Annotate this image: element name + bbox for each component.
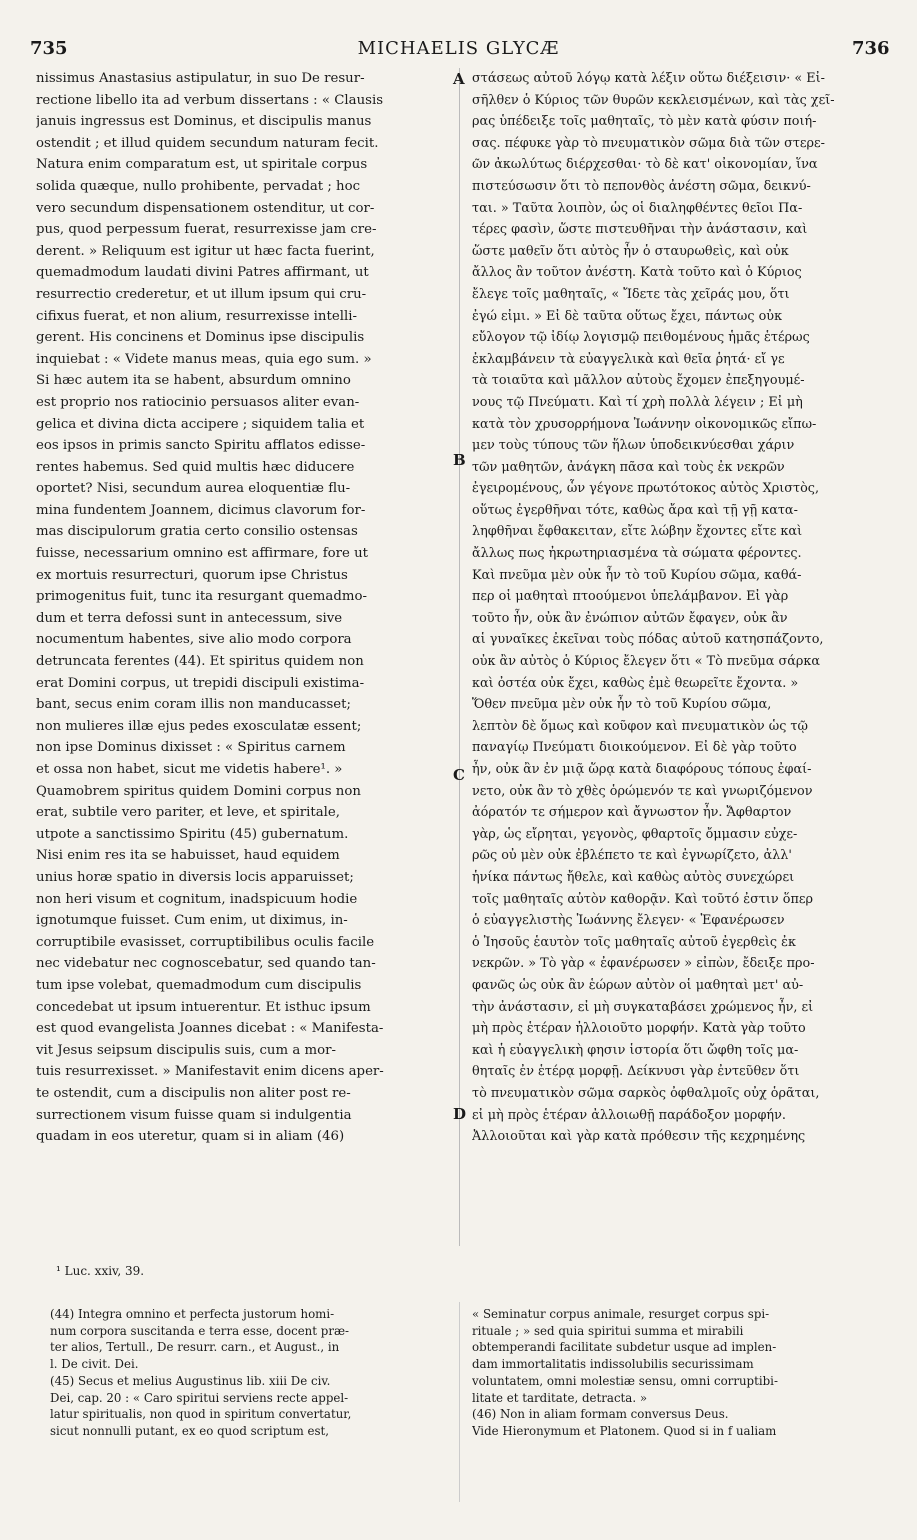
text-line: ἐγώ εἰμι. » Εἰ δὲ ταῦτα οὕτως ἔχει, πάντως οὐκ: [472, 308, 783, 324]
text-line: erat, subtile vero pariter, et leve, et spiritale,: [36, 805, 341, 821]
text-line: παναγίῳ Πνεύματι διοικούμενον. Εἰ δὲ γὰρ τοῦτο: [472, 740, 797, 756]
text-line: oportet? Nisi, secundum aurea eloquentiæ flu-: [36, 481, 351, 497]
text-line: surrectionem visum fuisse quam si indulgentia: [36, 1107, 352, 1123]
text-line: καὶ ἡ εὐαγγελικὴ φησιν ἱστορία ὅτι ὤφθη τοῖς μα-: [472, 1042, 799, 1058]
text-line: januis ingressus est Dominus, et discipulis manus: [36, 114, 372, 130]
text-line: πιστεύσωσιν ὅτι τὸ πεπονθὸς ἀνέστη σῶμα, δεικνύ-: [472, 178, 811, 194]
text-line: bant, secus enim coram illis non manducasset;: [36, 697, 351, 713]
text-line: quemadmodum laudati divini Patres affirmant, ut: [36, 265, 369, 281]
text-line: θηταῖς ἐν ἑτέρᾳ μορφῇ. Δείκνυσι γὰρ ἐντεῦθεν ὅτι: [472, 1064, 800, 1080]
text-line: nissimus Anastasius astipulatur, in suo De resur-: [36, 71, 365, 86]
text-line: φανῶς ὡς οὐκ ἂν ἑώρων αὐτὸν οἱ μαθηταὶ μετ' αὐ-: [472, 977, 804, 993]
text-line: obtemperandi facilitate subdetur usque ad implen-: [472, 1340, 777, 1355]
text-line: et ossa non habet, sicut me videtis habere¹. »: [36, 762, 343, 777]
margin-marker-a: A: [453, 70, 465, 88]
text-line: Natura enim comparatum est, ut spiritale corpus: [36, 157, 368, 173]
text-line: litate et tarditate, detracta. »: [472, 1390, 648, 1405]
text-line: εἰ μὴ πρὸς ἑτέραν ἀλλοιωθῇ παράδοξον μορφήν.: [472, 1107, 786, 1123]
text-line: ῶν ἀκωλύτως διέρχεσθαι· τὸ δὲ κατ' οἰκονομίαν, ἵνα: [472, 157, 818, 173]
notes-divider: [459, 1302, 460, 1502]
text-line: voluntatem, omni molestiæ sensu, omni corruptibi-: [472, 1373, 778, 1388]
text-line: ρῶς οὐ μὲν οὐκ ἐβλέπετο τε καὶ ἐγνωρίζετο, ἀλλ': [472, 848, 792, 864]
page-header: [0, 38, 917, 62]
text-line: ἄλλος ἂν τοῦτον ἀνέστη. Κατὰ τοῦτο καὶ ὁ Κύριος: [472, 265, 802, 281]
text-line: τοῦτο ἦν, οὐκ ἂν ἐνώπιον αὐτῶν ἔφαγεν, οὐκ ἂν: [472, 610, 788, 626]
text-line: fuisse, necessarium omnino est affirmare, fore ut: [36, 546, 369, 562]
text-line: Si hæc autem ita se habent, absurdum omnino: [36, 373, 351, 389]
right-page-number: 736: [852, 38, 890, 59]
text-line: utpote a sanctissimo Spiritu (45) gubernatum.: [36, 826, 349, 842]
text-line: pus, quod perpessum fuerat, resurrexisse jam cre-: [36, 222, 377, 238]
text-line: τῶν μαθητῶν, ἀνάγκη πᾶσα καὶ τοὺς ἐκ νεκρῶν: [472, 459, 785, 475]
column-divider: [459, 68, 460, 1246]
text-line: ex mortuis resurrecturi, quorum ipse Christus: [36, 567, 348, 583]
text-line: est quod evangelista Joannes dicebat : « Manifesta-: [36, 1021, 384, 1037]
text-line: σῆλθεν ὁ Κύριος τῶν θυρῶν κεκλεισμένων, καὶ τὰς χεῖ-: [472, 92, 835, 108]
text-line: non ipse Dominus dixisset : « Spiritus carnem: [36, 740, 346, 756]
text-line: non mulieres illæ ejus pedes exosculatæ essent;: [36, 718, 362, 734]
text-line: unius horæ spatio in diversis locis apparuisset;: [36, 869, 354, 885]
text-line: μεν τοὺς τύπους τῶν ἥλων ὑποδεικνύεσθαι χάριν: [472, 438, 795, 454]
text-line: οὕτως ἐγερθῆναι τότε, καθὼς ἄρα καὶ τῇ γῇ κατα-: [472, 502, 798, 518]
text-line: rituale ; » sed quia spiritui summa et mirabili: [472, 1323, 744, 1338]
text-line: ter alios, Tertull., De resurr. carn., et August., in: [50, 1340, 340, 1355]
margin-marker-d: D: [453, 1105, 467, 1123]
text-line: οὐκ ἂν αὐτὸς ὁ Κύριος ἔλεγεν ὅτι « Τὸ πνεῦμα σάρκα: [472, 654, 821, 670]
text-line: ὁ Ἰησοῦς ἑαυτὸν τοῖς μαθηταῖς αὐτοῦ ἐγερθεὶς ἐκ: [472, 934, 796, 950]
text-line: dum et terra defossi sunt in antecessum, sive: [36, 610, 343, 626]
text-line: ρας ὑπέδειξε τοῖς μαθηταῖς, τὸ μὲν κατὰ φύσιν ποιή-: [472, 114, 817, 130]
text-line: τὸ πνευματικὸν σῶμα σαρκὸς ὀφθαλμοῖς οὐχ ὁρᾶται,: [472, 1085, 820, 1101]
text-line: ται. » Ταῦτα λοιπὸν, ὡς οἱ διαληφθέντες θεῖοι Πα-: [472, 200, 803, 216]
text-line: corruptibile evasisset, corruptibilibus oculis facile: [36, 934, 375, 950]
text-line: (46) Non in aliam formam conversus Deus.: [472, 1407, 729, 1422]
text-line: Dei, cap. 20 : « Caro spiritui serviens recte appel-: [50, 1390, 349, 1405]
greek-column: [472, 68, 882, 1148]
text-line: νεκρῶν. » Τὸ γὰρ « ἐφανέρωσεν » εἰπὼν, ἔδειξε προ-: [472, 956, 815, 972]
text-line: στάσεως αὐτοῦ λόγῳ κατὰ λέξιν οὕτω διέξεισιν· « Εἰ-: [472, 71, 825, 86]
text-line: καὶ ὀστέα οὐκ ἔχει, καθὼς ἐμὲ θεωρεῖτε ἔχοντα. »: [472, 675, 799, 691]
text-line: τοῖς μαθηταῖς αὐτὸν καθορᾷν. Καὶ τοῦτό ἐστιν ὅπερ: [472, 891, 814, 907]
text-line: te ostendit, cum a discipulis non aliter post re-: [36, 1085, 351, 1101]
text-line: mina fundentem Joannem, dicimus clavorum for-: [36, 502, 366, 518]
text-line: l. De civit. Dei.: [50, 1357, 139, 1372]
text-line: latur spiritualis, non quod in spiritum convertatur,: [50, 1407, 352, 1422]
text-line: mas discipulorum gratia certo consilio ostensas: [36, 524, 358, 540]
text-line: αἱ γυναῖκες ἐκεῖναι τοὺς πόδας αὐτοῦ κατησπάζοντο,: [472, 632, 824, 648]
text-line: (45) Secus et melius Augustinus lib. xiii De civ.: [50, 1373, 331, 1388]
text-line: sicut nonnulli putant, ex eo quod scriptum est,: [50, 1423, 330, 1438]
text-line: tuis resurrexisset. » Manifestavit enim dicens aper-: [36, 1064, 384, 1080]
text-line: ἦν, οὐκ ἂν ἐν μιᾷ ὥρᾳ κατὰ διαφόρους τόπους ἐφαί-: [472, 762, 812, 777]
text-line: μὴ πρὸς ἑτέραν ἠλλοιοῦτο μορφήν. Κατὰ γὰρ τοῦτο: [472, 1021, 806, 1037]
text-line: Vide Hieronymum et Platonem. Quod si in f ualiam: [472, 1423, 777, 1438]
scripture-footnote: ¹ Luc. xxiv, 39.: [56, 1264, 145, 1278]
text-line: γὰρ, ὡς εἴρηται, γεγονὸς, φθαρτοῖς ὄμμασιν εὐχε-: [472, 826, 798, 842]
text-line: ἡνίκα πάντως ἤθελε, καὶ καθὼς αὐτὸς συνεχώρει: [472, 869, 795, 885]
text-line: τὴν ἀνάστασιν, εἰ μὴ συγκαταβάσει χρώμενος ἦν, εἰ: [472, 999, 814, 1015]
text-line: vit Jesus seipsum discipulis suis, cum a mor-: [36, 1042, 336, 1058]
text-line: Καὶ πνεῦμα μὲν οὐκ ἦν τὸ τοῦ Κυρίου σῶμα, καθά-: [472, 567, 802, 583]
notes-left-column: [50, 1306, 450, 1440]
text-line: νους τῷ Πνεύματι. Καὶ τί χρὴ πολλὰ λέγειν ; Εἰ μὴ: [472, 394, 803, 410]
notes-right-column: [472, 1306, 882, 1440]
text-line: tum ipse volebat, quemadmodum cum discipulis: [36, 977, 362, 993]
text-line: εὔλογον τῷ ἰδίῳ λογισμῷ πειθομένους ἡμᾶς ἑτέρως: [472, 330, 810, 346]
text-line: τέρες φασὶν, ὥστε πιστευθῆναι τὴν ἀνάστασιν, καὶ: [472, 222, 808, 238]
text-line: περ οἱ μαθηταὶ πτοούμενοι ὑπελάμβανον. Εἰ γὰρ: [472, 589, 789, 605]
text-line: Ἀλλοιοῦται καὶ γὰρ κατὰ πρόθεσιν τῆς κεχρημένης: [472, 1129, 806, 1145]
text-line: τὰ τοιαῦτα καὶ μᾶλλον αὐτοὺς ἔχομεν ἐπεξηγουμέ-: [472, 373, 805, 389]
running-title: MICHAELIS GLYCÆ: [357, 38, 560, 59]
text-line: ὥστε μαθεῖν ὅτι αὐτὸς ἦν ὁ σταυρωθεὶς, καὶ οὐκ: [472, 243, 789, 259]
text-line: ἔλεγε τοῖς μαθηταῖς, « Ἴδετε τὰς χεῖράς μου, ὅτι: [472, 286, 790, 302]
text-line: νετο, οὐκ ἂν τὸ χθὲς ὁρώμενόν τε καὶ γνωριζόμενον: [472, 783, 813, 799]
text-line: vero secundum dispensationem ostenditur, ut cor-: [36, 200, 375, 216]
latin-column: [36, 68, 445, 1148]
text-line: gelica et divina dicta accipere ; siquidem talia et: [36, 416, 365, 432]
left-page-number: 735: [30, 38, 68, 59]
text-line: Nisi enim res ita se habuisset, haud equidem: [36, 848, 340, 864]
margin-marker-b: B: [453, 451, 466, 469]
text-line: ignotumque fuisset. Cum enim, ut diximus, in-: [36, 913, 348, 929]
text-line: solida quæque, nullo prohibente, pervadat ; hoc: [36, 178, 361, 194]
text-line: « Seminatur corpus animale, resurget corpus spi-: [472, 1307, 770, 1321]
text-line: dam immortalitatis indissolubilis securissimam: [472, 1357, 754, 1372]
text-line: ostendit ; et illud quidem secundum naturam fecit.: [36, 135, 379, 151]
text-line: primogenitus fuit, tunc ita resurgant quemadmo-: [36, 589, 367, 605]
text-line: erat Domini corpus, ut trepidi discipuli existima-: [36, 675, 365, 691]
text-line: Quamobrem spiritus quidem Domini corpus non: [36, 783, 361, 799]
text-line: quadam in eos uteretur, quam si in aliam (46): [36, 1129, 345, 1145]
text-line: rectione libello ita ad verbum dissertans : « Clausis: [36, 92, 384, 108]
text-line: inquiebat : « Videte manus meas, quia ego sum. »: [36, 351, 372, 367]
text-line: derent. » Reliquum est igitur ut hæc facta fuerint,: [36, 243, 375, 259]
text-line: non heri visum et cognitum, inadspicuum hodie: [36, 891, 358, 907]
text-line: nec videbatur nec cognoscebatur, sed quando tan-: [36, 956, 376, 972]
text-line: ὁ εὐαγγελιστὴς Ἰωάννης ἔλεγεν· « Ἐφανέρωσεν: [472, 913, 785, 929]
text-line: num corpora suscitanda e terra esse, docent præ-: [50, 1323, 350, 1338]
text-line: κατὰ τὸν χρυσορρήμονα Ἰωάννην οἰκονομικῶς εἴπω-: [472, 416, 817, 432]
text-line: cifixus fuerat, et non alium, resurrexisse intelli-: [36, 308, 357, 324]
text-line: nocumentum habentes, sive alio modo corpora: [36, 632, 352, 648]
text-line: λεπτὸν δὲ ὅμως καὶ κοῦφον καὶ πνευματικὸν ὡς τῷ: [472, 718, 808, 734]
text-line: gerent. His concinens et Dominus ipse discipulis: [36, 330, 365, 346]
text-line: rentes habemus. Sed quid multis hæc diducere: [36, 459, 355, 475]
text-line: eos ipsos in primis sancto Spiritu afflatos edisse-: [36, 438, 366, 454]
text-line: ἄλλως πως ἠκρωτηριασμένα τὰ σώματα φέροντες.: [472, 546, 802, 562]
margin-marker-c: C: [453, 766, 465, 784]
text-line: detruncata ferentes (44). Et spiritus quidem non: [36, 654, 364, 670]
text-line: σας. πέφυκε γὰρ τὸ πνευματικὸν σῶμα διὰ τῶν στερε-: [472, 135, 826, 151]
text-line: ἐγειρομένους, ὧν γέγονε πρωτότοκος αὐτὸς Χριστὸς,: [472, 481, 820, 497]
text-line: ληφθῆναι ἔφθακειταν, εἴτε λώβην ἔχοντες εἴτε καὶ: [472, 524, 803, 540]
text-line: est proprio nos ratiocinio persuasos aliter evan-: [36, 394, 360, 410]
text-line: concedebat ut ipsum intuerentur. Et isthuc ipsum: [36, 999, 371, 1015]
text-line: resurrectio crederetur, et ut illum ipsum qui cru-: [36, 286, 367, 302]
text-line: ἐκλαμβάνειν τὰ εὐαγγελικὰ καὶ θεῖα ῥητά· εἴ γε: [472, 351, 785, 367]
text-line: (44) Integra omnino et perfecta justorum homi-: [50, 1307, 335, 1321]
text-line: ἀόρατόν τε σήμερον καὶ ἄγνωστον ἦν. Ἄφθαρτον: [472, 805, 792, 821]
text-line: Ὅθεν πνεῦμα μὲν οὐκ ἦν τὸ τοῦ Κυρίου σῶμα,: [472, 697, 772, 713]
